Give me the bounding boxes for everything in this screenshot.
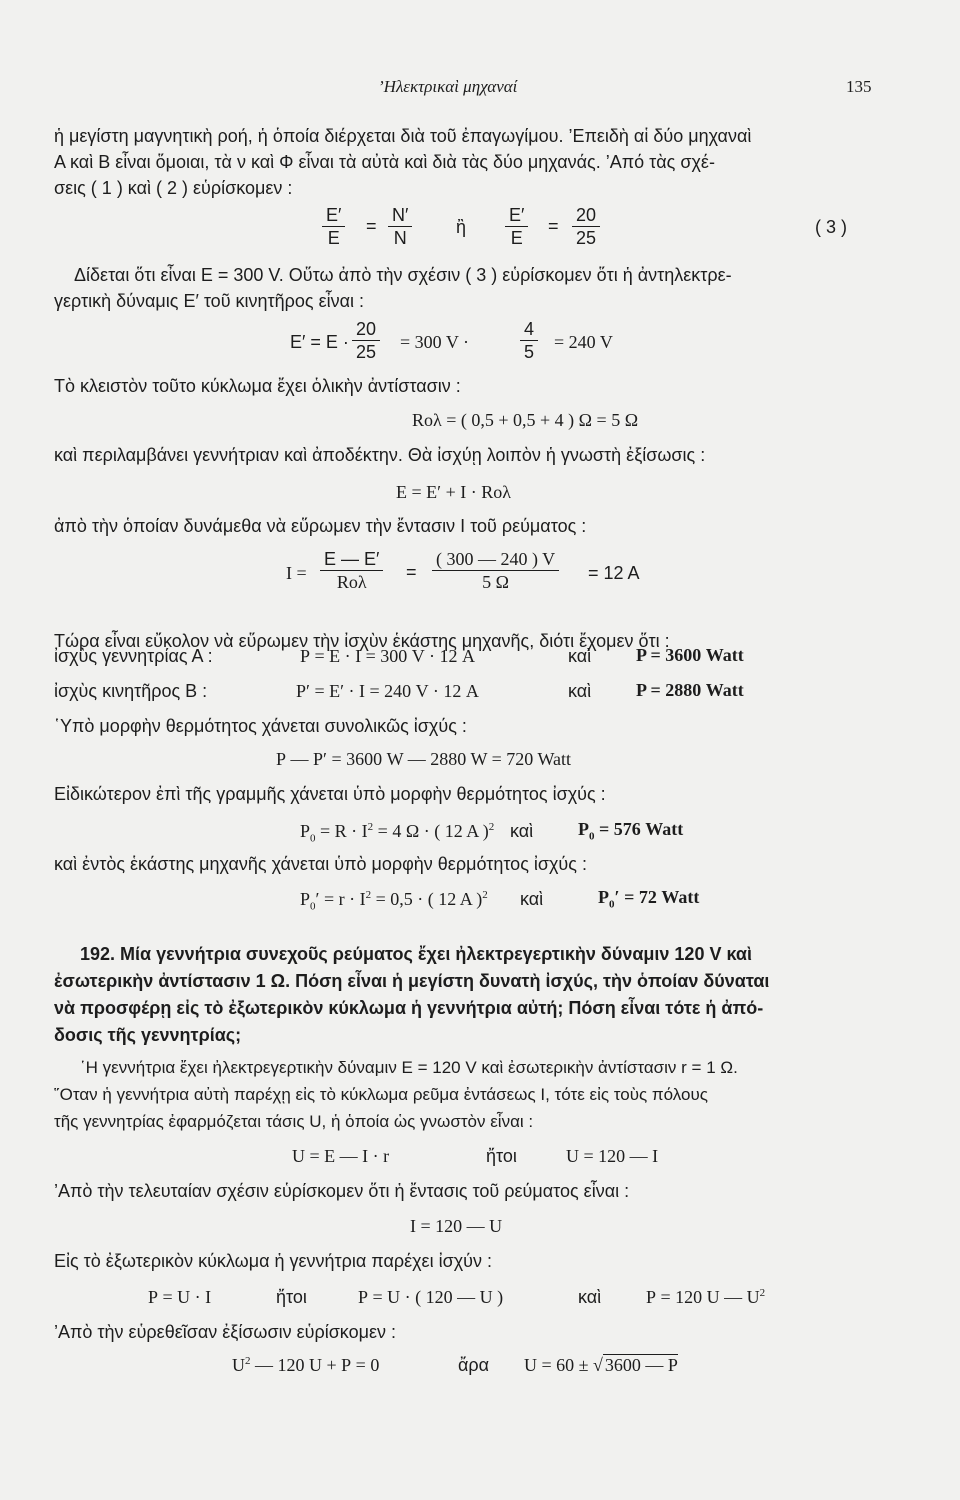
paragraph-7: ῾Υπὸ μορφὴν θερμότητος χάνεται συνολικῶς ἰσχύς :	[54, 716, 467, 736]
problem-192-line-2: ἐσωτερικὴν ἀντίστασιν 1 Ω. Πόση εἶναι ἡ μεγίστη δυνατὴ ἰσχύς, τὴν ὁποίαν δύναται	[54, 971, 770, 991]
equation-u-rhs: U = 120 — Ι	[566, 1146, 659, 1166]
symbol-p: Ρ	[578, 819, 589, 839]
fraction-e-minus-e-prime	[320, 548, 383, 593]
fraction-numerator: 20	[352, 318, 380, 341]
fraction-numerator: 4	[520, 318, 538, 341]
equation-i-rhs: = 12 Α	[588, 563, 640, 583]
subscript: 0	[310, 832, 316, 845]
equals-sign: =	[366, 216, 377, 236]
intro-line-2: Α καὶ Β εἶναι ὅμοιαι, τὰ ν καὶ Φ εἶναι τὰ αὐτὰ καὶ διὰ τὰς δύο μηχανάς. ’Από τὰς σχέ-	[54, 152, 715, 172]
equation-i-of-u: Ι = 120 — U	[410, 1216, 503, 1236]
page-number: 135	[846, 77, 872, 96]
problem-192-line-1: 192. Μία γεννήτρια συνεχοῦς ρεύματος ἔχει ἠλεκτρεγερτικὴν δύναμιν 120 V καὶ	[80, 944, 752, 964]
fraction-denominator: 5	[524, 342, 535, 362]
power-row-generator-formula: Ρ = Ε · Ι = 300 V · 12 Α	[300, 646, 475, 666]
equation-part: = 576 Watt	[594, 819, 684, 839]
and-word: καὶ	[520, 889, 544, 909]
power-row-generator-label: ἰσχὺς γεννητρίας Α :	[54, 646, 213, 666]
power-row-generator-and: καὶ	[568, 646, 592, 666]
equation-machine-loss-result	[598, 886, 700, 911]
paragraph-2-line-1: Δίδεται ὅτι εἶναι Ε = 300 V. Οὕτω ἀπὸ τὴν σχέσιν ( 3 ) εὑρίσκομεν ὅτι ἡ ἀντηλεκτρε-	[74, 265, 732, 285]
equation-e-prime-mid: = 300 V ·	[400, 332, 469, 352]
square-root-sign: √	[593, 1355, 603, 1375]
subscript: 0	[310, 900, 316, 913]
equation-part: ′ = 72 Watt	[614, 887, 700, 907]
paragraph-10: ’Απὸ τὴν τελευταίαν σχέσιν εὑρίσκομεν ὅτι ἡ ἔντασις τοῦ ρεύματος εἶναι :	[54, 1181, 630, 1201]
equation-p-a: Ρ = U · Ι	[148, 1287, 212, 1307]
symbol-p: Ρ	[598, 887, 609, 907]
paragraph-3: Τὸ κλειστὸν τοῦτο κύκλωμα ἔχει ὁλικὴν ἀντίστασιν :	[54, 376, 461, 396]
superscript: 2	[488, 821, 495, 833]
running-header-title: ’Ηλεκτρικαὶ μηχαναί	[378, 77, 518, 96]
equation-e-total: Ε = Ε′ + Ι · Rολ	[396, 482, 511, 502]
equation-p-c: Ρ = U · ( 120 — U )	[358, 1287, 504, 1307]
power-row-motor-and: καὶ	[568, 681, 592, 701]
solution-line-1: ῾Η γεννήτρια ἔχει ἠλεκτρεγερτικὴν δύναμιν Ε = 120 V καὶ ἐσωτερικὴν ἀντίστασιν r = 1 Ω.	[80, 1058, 738, 1077]
equation-machine-loss	[300, 888, 488, 913]
square-root-body: 3600 — Ρ	[604, 1355, 678, 1375]
problem-192-line-4: δοσις τῆς γεννητρίας;	[54, 1025, 242, 1045]
fraction-20-over-25-b	[352, 318, 380, 363]
superscript: 2	[245, 1355, 251, 1367]
superscript: 2	[482, 889, 488, 901]
fraction-denominator: Ε	[327, 228, 340, 248]
fraction-n-prime-over-n	[388, 204, 412, 249]
fraction-denominator: 25	[576, 228, 597, 248]
paragraph-4: καὶ περιλαμβάνει γεννήτριαν καὶ ἀποδέκτην. Θὰ ἰσχύῃ λοιπὸν ἡ γνωστὴ ἐξίσωσις :	[54, 445, 706, 465]
fraction-e-prime-over-e-2	[505, 204, 528, 249]
fraction-numerator: Ε′	[505, 204, 528, 227]
subscript: 0	[589, 830, 595, 843]
equation-part: = 4 Ω · ( 12 Α )	[373, 821, 489, 841]
equation-part: = R · Ι	[315, 821, 368, 841]
fraction-numerator: 20	[572, 204, 600, 227]
and-word: καὶ	[510, 821, 534, 841]
intro-line-1: ἡ μεγίστη μαγνητικὴ ροή, ἡ ὁποία διέρχεται διὰ τοῦ ἐπαγωγίμου. ’Επειδὴ αἱ δύο μηχαναὶ	[54, 126, 752, 146]
power-row-motor-formula: Ρ′ = Ε′ · Ι = 240 V · 12 Α	[296, 681, 479, 701]
equation-p-e	[646, 1286, 765, 1308]
solution-line-3: τῆς γεννητρίας ἐφαρμόζεται τάσις U, ἡ ὁποία ὡς γνωστὸν εἶναι :	[54, 1112, 534, 1131]
equation-part: Ρ = 120 U — U	[646, 1287, 760, 1307]
intro-line-3: σεις ( 1 ) καὶ ( 2 ) εὑρίσκομεν :	[54, 178, 293, 198]
paragraph-5: ἀπὸ τὴν ὁποίαν δυνάμεθα νὰ εὕρωμεν τὴν ἔντασιν Ι τοῦ ρεύματος :	[54, 516, 587, 536]
equation-final-word: ἄρα	[458, 1355, 490, 1375]
fraction-numerator: Ε — Ε′	[320, 548, 383, 571]
equation-u-word: ἤτοι	[486, 1146, 517, 1166]
fraction-numerator: Ε′	[322, 204, 345, 227]
equation-part: U	[232, 1355, 245, 1375]
fraction-denominator: 25	[356, 342, 377, 362]
fraction-voltage-over-resistance	[432, 548, 559, 593]
fraction-4-over-5	[520, 318, 538, 363]
or-word: ἢ	[456, 217, 467, 237]
fraction-numerator: ( 300 — 240 ) V	[432, 548, 559, 571]
fraction-denominator: 5 Ω	[482, 572, 510, 592]
paragraph-12: ’Απὸ τὴν εὑρεθεῖσαν ἐξίσωσιν εὑρίσκομεν :	[54, 1322, 396, 1342]
equation-part: ′ = r · Ι	[315, 889, 366, 909]
equation-u-lhs: U = Ε — Ι · r	[292, 1146, 390, 1166]
equation-label: ( 3 )	[815, 217, 848, 237]
equation-e-prime-lhs: Ε′ = Ε ·	[290, 332, 349, 352]
fraction-denominator: Ε	[510, 228, 523, 248]
paragraph-9: καὶ ἐντὸς ἑκάστης μηχανῆς χάνεται ὑπὸ μορφὴν θερμότητος ἰσχύς :	[54, 854, 587, 874]
paragraph-11: Εἰς τὸ ἐξωτερικὸν κύκλωμα ἡ γεννήτρια παρέχει ἰσχύν :	[54, 1251, 492, 1271]
power-row-generator-result: Ρ = 3600 Watt	[636, 645, 744, 665]
equals-sign: =	[548, 216, 559, 236]
equation-part: U = 60 ±	[524, 1355, 594, 1375]
symbol-p: Ρ	[300, 889, 311, 909]
equation-p-word: ἤτοι	[276, 1287, 307, 1307]
superscript: 2	[367, 821, 374, 833]
equation-i-lhs: Ι =	[286, 563, 307, 583]
equation-heat-loss: Ρ — Ρ′ = 3600 W — 2880 W = 720 Watt	[276, 749, 571, 769]
fraction-denominator: Ν	[393, 228, 407, 248]
equation-final-rhs	[524, 1354, 678, 1376]
paragraph-6: Τώρα εἶναι εὔκολον νὰ εὕρωμεν τὴν ἰσχὺν ἑκάστης μηχανῆς, διότι ἔχομεν ὅτι :	[54, 631, 670, 651]
solution-line-2: ῞Οταν ἡ γεννήτρια αὐτὴ παρέχῃ εἰς τὸ κύκλωμα ρεῦμα ἐντάσεως Ι, τότε εἰς τοὺς πόλους	[54, 1085, 708, 1104]
paragraph-2-line-2: γερτικὴ δύναμις Ε′ τοῦ κινητῆρος εἶναι :	[54, 291, 365, 311]
equation-p-and: καὶ	[578, 1287, 602, 1307]
equation-part: — 120 U + Ρ = 0	[250, 1355, 380, 1375]
problem-192-line-3: νὰ προσφέρῃ εἰς τὸ ἐξωτερικὸν κύκλωμα ἡ γεννήτρια αὐτή; Πόση εἶναι τότε ἡ ἀπό-	[54, 998, 764, 1018]
superscript: 2	[759, 1287, 766, 1299]
superscript: 2	[365, 889, 372, 901]
equation-e-prime-rhs: = 240 V	[554, 332, 613, 352]
equals-sign: =	[406, 562, 417, 582]
equation-part: = 0,5 · ( 12 Α )	[371, 889, 483, 909]
fraction-20-over-25	[572, 204, 600, 249]
symbol-p: Ρ	[300, 821, 311, 841]
equation-line-loss	[300, 820, 495, 845]
power-row-motor-label: ἰσχὺς κινητῆρος Β :	[54, 681, 208, 701]
fraction-denominator: Rολ	[336, 572, 367, 592]
equation-total-resistance: Rολ = ( 0,5 + 0,5 + 4 ) Ω = 5 Ω	[412, 410, 639, 430]
subscript: 0	[609, 898, 615, 911]
fraction-numerator: Ν′	[388, 204, 412, 227]
fraction-e-prime-over-e	[322, 204, 345, 249]
equation-final-lhs	[232, 1354, 379, 1376]
paragraph-8: Εἰδικώτερον ἐπὶ τῆς γραμμῆς χάνεται ὑπὸ μορφὴν θερμότητος ἰσχύς :	[54, 784, 606, 804]
equation-line-loss-result	[578, 818, 684, 843]
power-row-motor-result: Ρ = 2880 Watt	[636, 680, 744, 700]
